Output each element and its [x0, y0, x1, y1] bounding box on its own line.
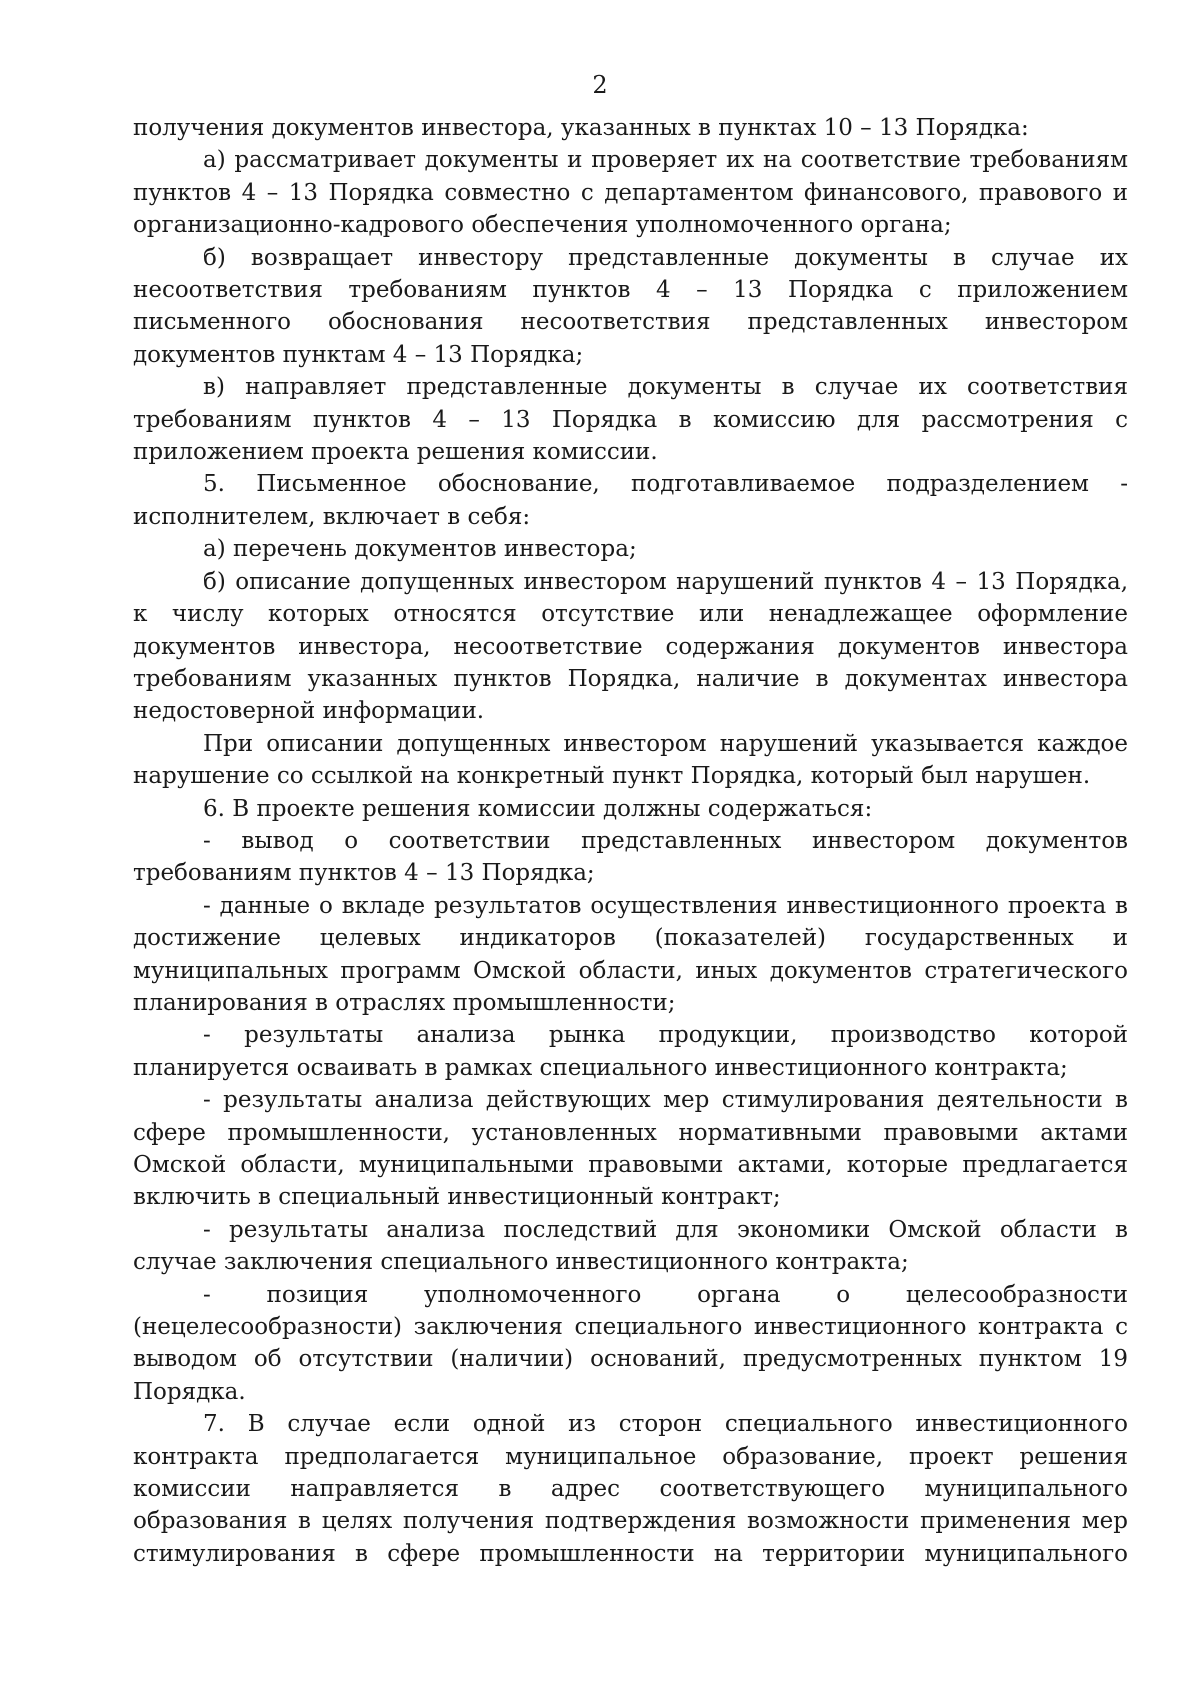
- document-body: [133, 112, 1128, 1570]
- paragraph-clause-5-b: б) описание допущенных инвестором нарушений пунктов 4 – 13 Порядка, к числу которых относятся отсутствие или ненадлежащее оформление документов инвестора, несоответствие содержания документов инвестора требованиям указанных пунктов Порядка, наличие в документах инвестора недостоверной информации.: [133, 568, 1128, 725]
- paragraph: получения документов инвестора, указанных в пунктах 10 – 13 Порядка:: [133, 115, 1029, 141]
- paragraph-clause-5: 5. Письменное обоснование, подготавливаемое подразделением - исполнителем, включает в себя:: [133, 471, 1128, 530]
- page-number: 2: [592, 71, 608, 99]
- paragraph-item-v: в) направляет представленные документы в случае их соответствия требованиям пунктов 4 – 13 Порядка в комиссию для рассмотрения с приложением проекта решения комиссии.: [133, 374, 1128, 466]
- list-item: - позиция уполномоченного органа о целесообразности (нецелесообразности) заключения специального инвестиционного контракта с выводом об отсутствии (наличии) оснований, предусмотренных пунктом 19 Порядка.: [133, 1281, 1128, 1405]
- paragraph-clause-7: 7. В случае если одной из сторон специального инвестиционного контракта предполагается муниципальное образование, проект решения комиссии направляется в адрес соответствующего муниципального образования в целях получения подтверждения возможности применения мер стимулирования в сфере промышленности на территории муниципального: [133, 1411, 1128, 1567]
- paragraph-item-b: б) возвращает инвестору представленные документы в случае их несоответствия требованиям пунктов 4 – 13 Порядка с приложением письменного обоснования несоответствия представленных инвестором документов пунктам 4 – 13 Порядка;: [133, 244, 1128, 368]
- list-item: - результаты анализа рынка продукции, производство которой планируется осваивать в рамках специального инвестиционного контракта;: [133, 1022, 1128, 1081]
- paragraph-clause-5-a: а) перечень документов инвестора;: [203, 536, 637, 563]
- paragraph: При описании допущенных инвестором нарушений указывается каждое нарушение со ссылкой на конкретный пункт Порядка, который был нарушен.: [133, 730, 1128, 790]
- paragraph-clause-6: 6. В проекте решения комиссии должны содержаться:: [203, 795, 873, 822]
- list-item: - результаты анализа действующих мер стимулирования деятельности в сфере промышленности, установленных нормативными правовыми актами Омской области, муниципальными правовыми актами, которые предлагается включить в специальный инвестиционный контракт;: [133, 1087, 1128, 1211]
- list-item: - данные о вкладе результатов осуществления инвестиционного проекта в достижение целевых индикаторов (показателей) государственных и муниципальных программ Омской области, иных документов стратегического планирования в отраслях промышленности;: [133, 892, 1128, 1016]
- list-item: - результаты анализа последствий для экономики Омской области в случае заключения специального инвестиционного контракта;: [133, 1216, 1128, 1276]
- paragraph-item-a: а) рассматривает документы и проверяет их на соответствие требованиям пунктов 4 – 13 Порядка совместно с департаментом финансового, правового и организационно-кадрового обеспечения уполномоченного органа;: [133, 147, 1128, 239]
- list-item: - вывод о соответствии представленных инвестором документов требованиям пунктов 4 – 13 Порядка;: [133, 827, 1128, 887]
